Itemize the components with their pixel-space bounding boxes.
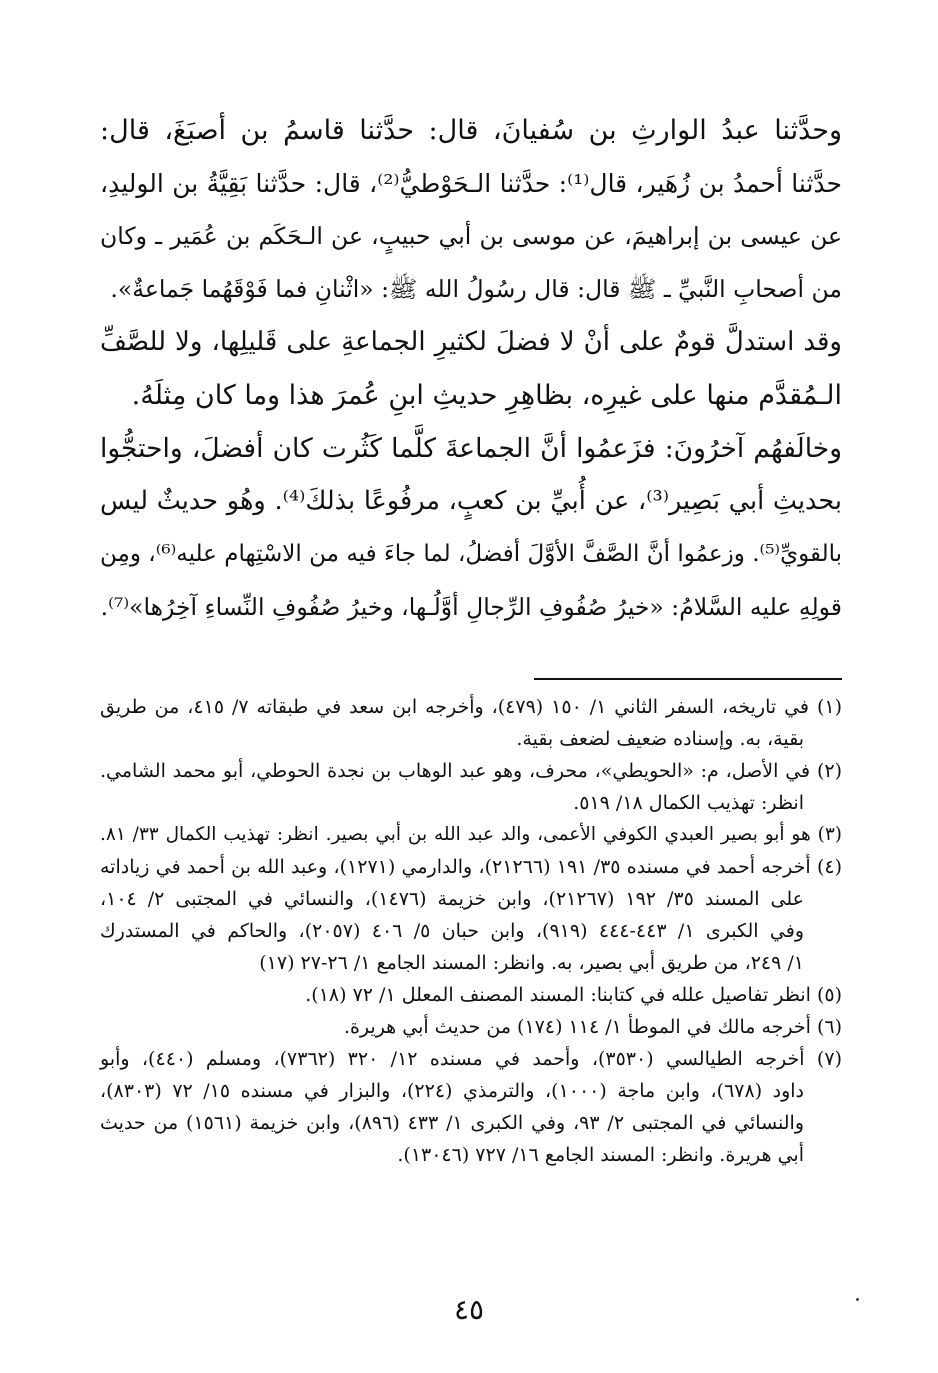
- main-text-line: وخالَفهُم آخرُونَ: فزَعمُوا أنَّ الجماعةَ كلَّما كَثُرت كان أفضلَ، واحتجُّوا: [100, 433, 842, 464]
- footnotes: [100, 691, 842, 1171]
- footnote-line: على المسند ٣٥/ ١٩٢ (٢١٢٦٧)، وابن خزيمة (١٤٧٦)، والنسائي في المجتبى ٢/ ١٠٤،: [100, 888, 804, 910]
- footnote-line: ١/ ٢٤٩، من طريق أبي بصير، به. وانظر: المسند الجامع ١/ ٢٦-٢٧ (١٧): [259, 952, 804, 974]
- main-text-line: بالقويِّ⁽⁵⁾. وزعمُوا أنَّ الصَّفَّ الأوَّلَ أفضلُ، لما جاءَ فيه من الاسْتِهام عليه⁽⁶⁾، ومِن: [100, 541, 843, 567]
- footnote-line: والنسائي في المجتبى ٢/ ٩٣، وفي الكبرى ١/ ٤٣٣ (٨٩٦)، وابن خزيمة (١٥٦١) من حديث: [100, 1112, 805, 1134]
- main-text-line: وحدَّثنا عبدُ الوارثِ بن سُفيانَ، قال: حدَّثنا قاسمُ بن أصبَغَ، قال:: [100, 115, 842, 146]
- footnote-line: (١) في تاريخه، السفر الثاني ١/ ١٥٠ (٤٧٩)، وأخرجه ابن سعد في طبقاته ٧/ ٤١٥، من طريق: [100, 696, 843, 718]
- footnote-line: أبي هريرة. وانظر: المسند الجامع ١٦/ ٧٢٧ (١٣٠٤٦).: [397, 1144, 804, 1166]
- main-text-line: عن عيسى بن إبراهيمَ، عن موسى بن أبي حبيبٍ، عن الـحَكَم بن عُمَير ـ وكان: [100, 222, 842, 250]
- footnote-line: داود (٦٧٨)، وابن ماجة (١٠٠٠)، والترمذي (٢٢٤)، والبزار في مسنده ١٥/ ٧٢ (٨٣٠٣)،: [100, 1080, 805, 1102]
- footnote-line: انظر: تهذيب الكمال ١٨/ ٥١٩.: [573, 792, 804, 814]
- footnote-line: وفي الكبرى ١/ ٤٤٣-٤٤٤ (٩١٩)، وابن حبان ٥/ ٤٠٦ (٢٠٥٧)، والحاكم في المستدرك: [100, 920, 805, 942]
- main-text: [100, 104, 842, 634]
- footnote-line: (٦) أخرجه مالك في الموطأ ١/ ١١٤ (١٧٤) من حديث أبي هريرة.: [343, 1016, 842, 1038]
- footnote-separator: [534, 678, 842, 680]
- main-text-line: من أصحابِ النَّبيِّ ـ ﷺ قال: قال رسُولُ الله ﷺ: «اثْنانِ فما فَوْقَهُما جَماعةٌ».: [110, 275, 842, 303]
- footnote-line: (٢) في الأصل، م: «الحويطي»، محرف، وهو عبد الوهاب بن نجدة الحوطي، أبو محمد الشامي.: [100, 760, 842, 782]
- footnote-line: (٤) أخرجه أحمد في مسنده ٣٥/ ١٩١ (٢١٢٦٦)، والدارمي (١٢٧١)، وعبد الله بن أحمد في زياداته: [100, 856, 842, 878]
- main-text-line: حدَّثنا أحمدُ بن زُهَير، قال⁽¹⁾: حدَّثنا الـحَوْطيُّ⁽²⁾، قال: حدَّثنا بَقِيَّةُ بن الوليدِ،: [100, 169, 842, 198]
- main-text-line: وقد استدلَّ قومٌ على أنْ لا فضلَ لكثيرِ الجماعةِ على قَليلِها، ولا للصَّفِّ: [100, 327, 842, 357]
- footnote-line: (٧) أخرجه الطيالسي (٣٥٣٠)، وأحمد في مسنده ١٢/ ٣٢٠ (٧٣٦٢)، ومسلم (٤٤٠)، وأبو: [100, 1048, 842, 1070]
- main-text-line: قولِهِ عليه السَّلامُ: «خيرُ صُفُوفِ الرِّجالِ أوَّلُـها، وخيرُ صُفُوفِ النِّساءِ آخِرُها»⁽⁷⁾.: [100, 593, 842, 621]
- footnote-line: بقية، به. وإسناده ضعيف لضعف بقية.: [516, 728, 804, 750]
- footnote-line: (٣) هو أبو بصير العبدي الكوفي الأعمى، والد عبد الله بن أبي بصير. انظر: تهذيب الكمال ٣٣/ ٨١.: [100, 824, 842, 845]
- main-text-line: الـمُقدَّم منها على غيرِه، بظاهِرِ حديثِ ابنِ عُمرَ هذا وما كان مِثلَهُ.: [131, 380, 842, 411]
- main-text-line: بحديثِ أبي بَصِير⁽³⁾، عن أُبيِّ بن كعبٍ، مرفُوعًا بذلكَ⁽⁴⁾. وهُو حديثٌ ليس: [100, 486, 842, 516]
- page-number: ٤٥: [453, 1293, 485, 1326]
- footnote-line: (٥) انظر تفاصيل علله في كتابنا: المسند المصنف المعلل ١/ ٧٢ (١٨).: [305, 984, 842, 1006]
- scan-speck: [856, 1298, 859, 1301]
